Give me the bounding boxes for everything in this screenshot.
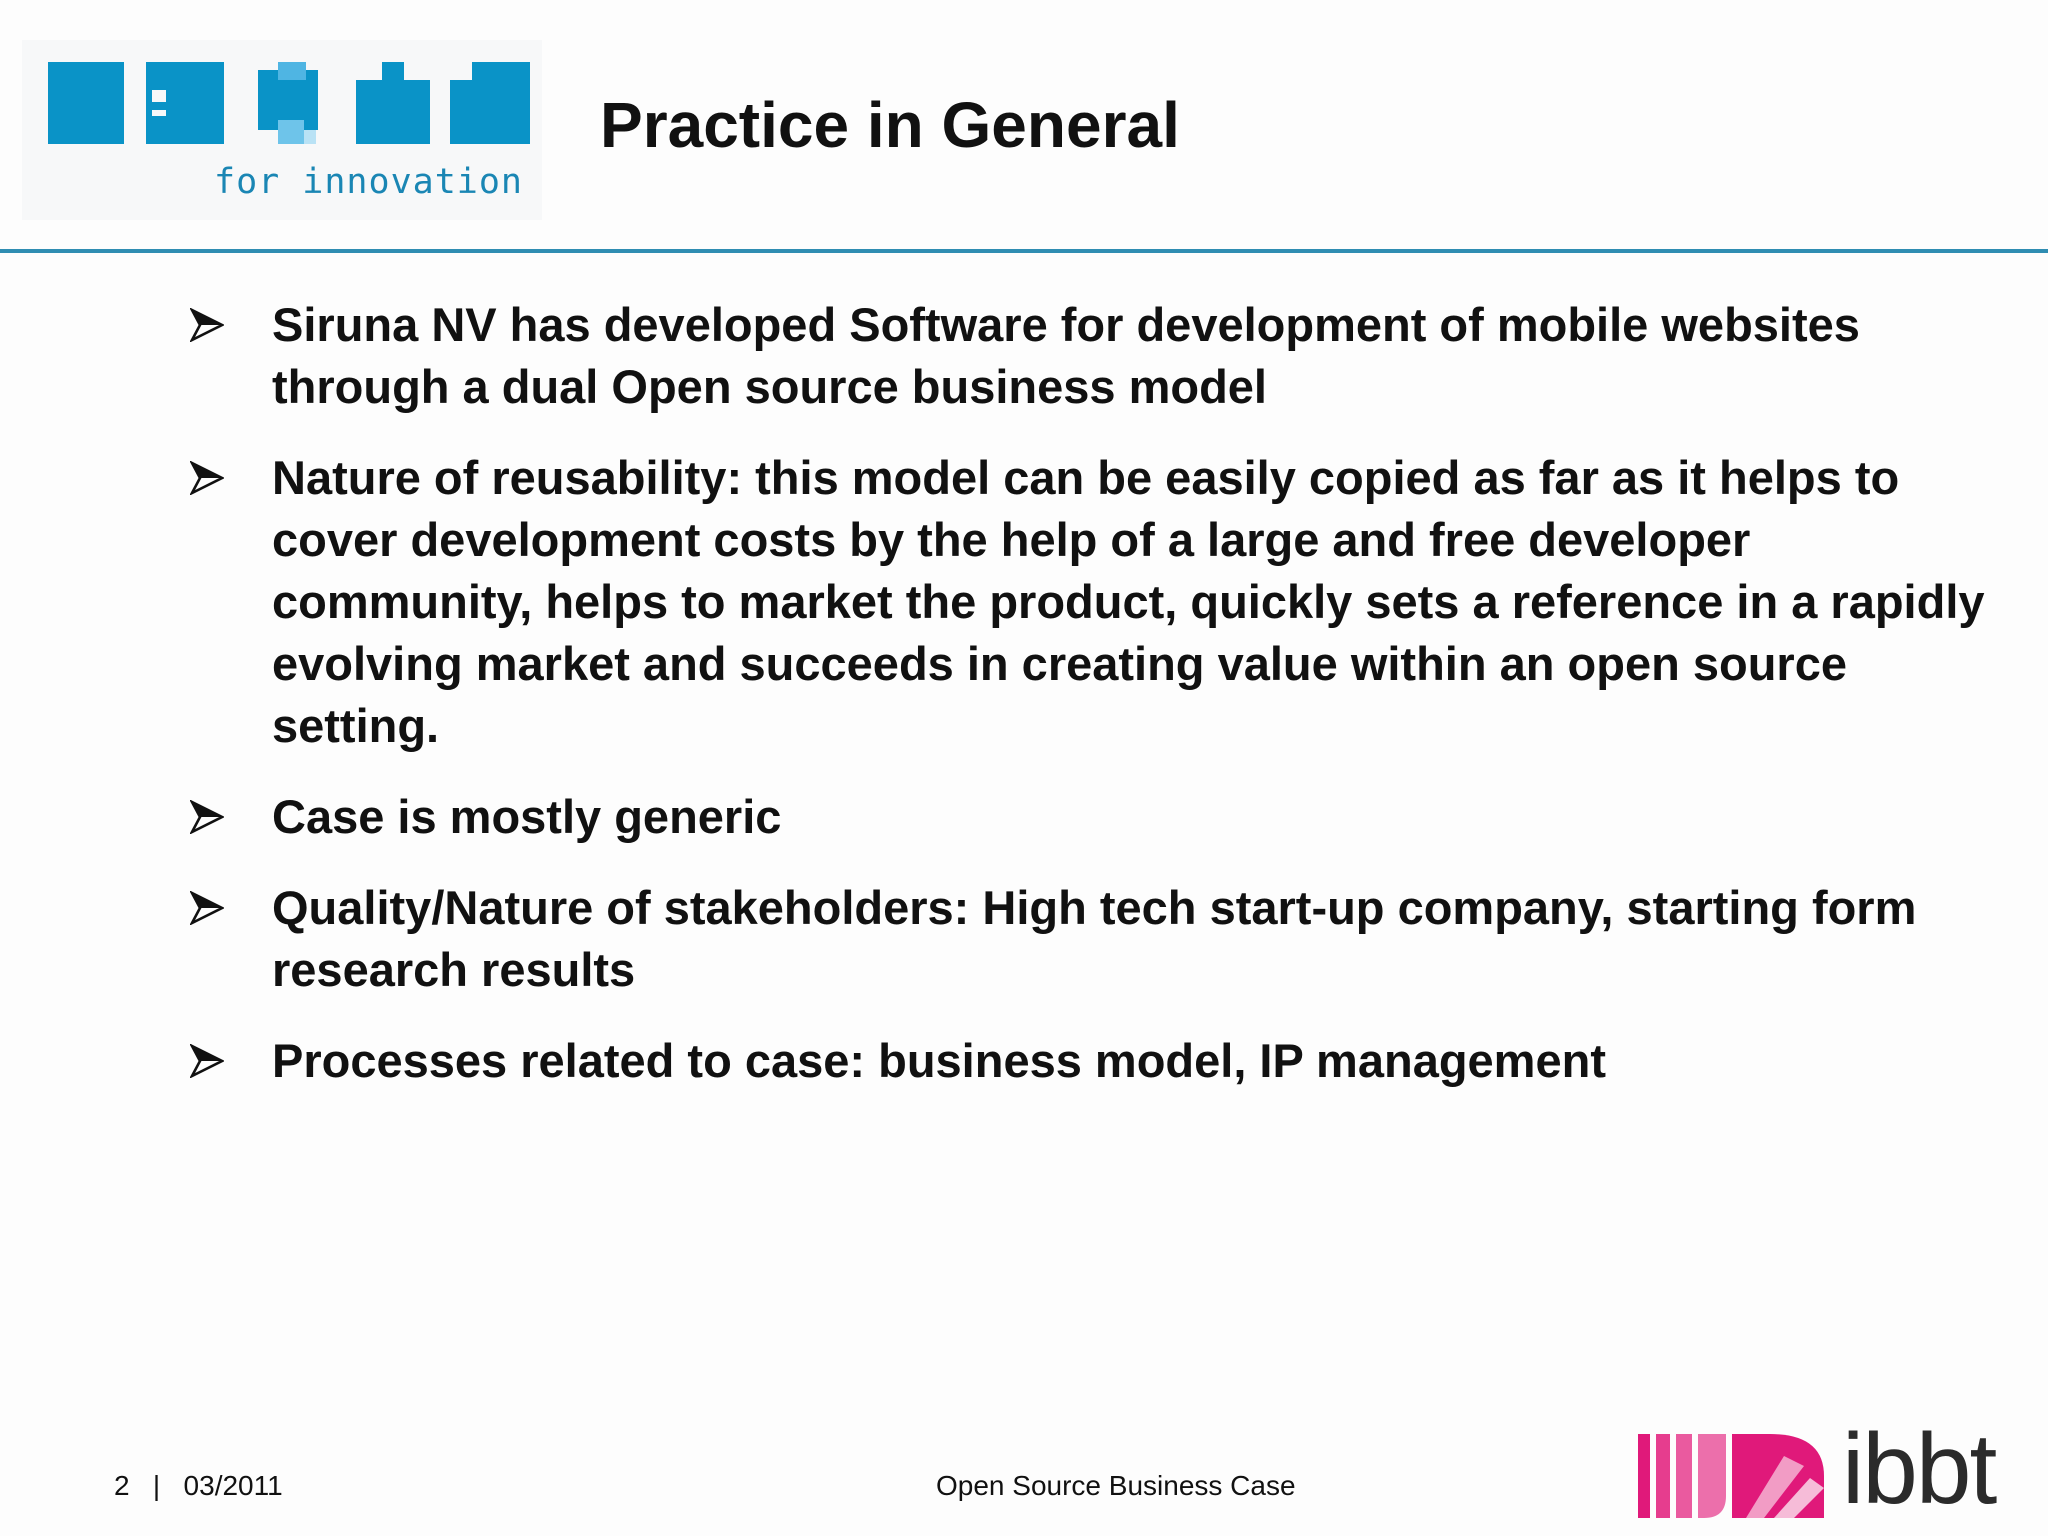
footer-separator: | xyxy=(152,1470,161,1501)
bullet-item xyxy=(190,877,1990,1001)
arrowhead-bullet-icon xyxy=(190,891,224,925)
bullet-item xyxy=(190,1030,1990,1092)
organization-logo xyxy=(22,40,542,220)
arrowhead-bullet-icon xyxy=(190,461,224,495)
ibbt-wordmark: ibbt xyxy=(1842,1413,1996,1525)
ibbt-stripes-icon xyxy=(1634,1426,1844,1522)
bullet-text: Nature of reusability: this model can be easily copied as far as it helps to cover development costs by the help of a large and free developer community, helps to market the product, quickly sets a reference in a rapidly evolving market and succeeds in creating value within an open source setting. xyxy=(272,451,1985,752)
bullet-text: Processes related to case: business model, IP management xyxy=(272,1034,1606,1087)
footer-title: Open Source Business Case xyxy=(936,1470,1296,1501)
bullet-item xyxy=(190,294,1990,418)
arrowhead-bullet-icon xyxy=(190,308,224,342)
bullet-list xyxy=(190,294,1990,1121)
ibbt-logo-icon xyxy=(1634,1413,2034,1525)
bullet-text: Case is mostly generic xyxy=(272,790,782,843)
bullet-text: Siruna NV has developed Software for development of mobile websites through a dual Open source business model xyxy=(272,298,1860,413)
header-divider xyxy=(0,249,2048,253)
logo-tagline: for innovation xyxy=(214,162,524,202)
bullet-item xyxy=(190,447,1990,757)
page-number: 2 xyxy=(114,1470,130,1501)
bullet-text: Quality/Nature of stakeholders: High tech start-up company, starting form research results xyxy=(272,881,1917,996)
slide-header xyxy=(0,0,2048,250)
arrowhead-bullet-icon xyxy=(190,1044,224,1078)
footer-date: 03/2011 xyxy=(183,1470,283,1501)
arrowhead-bullet-icon xyxy=(190,800,224,834)
bullet-item xyxy=(190,786,1990,848)
slide-title: Practice in General xyxy=(600,89,1180,161)
footer-page-info xyxy=(114,1470,283,1502)
